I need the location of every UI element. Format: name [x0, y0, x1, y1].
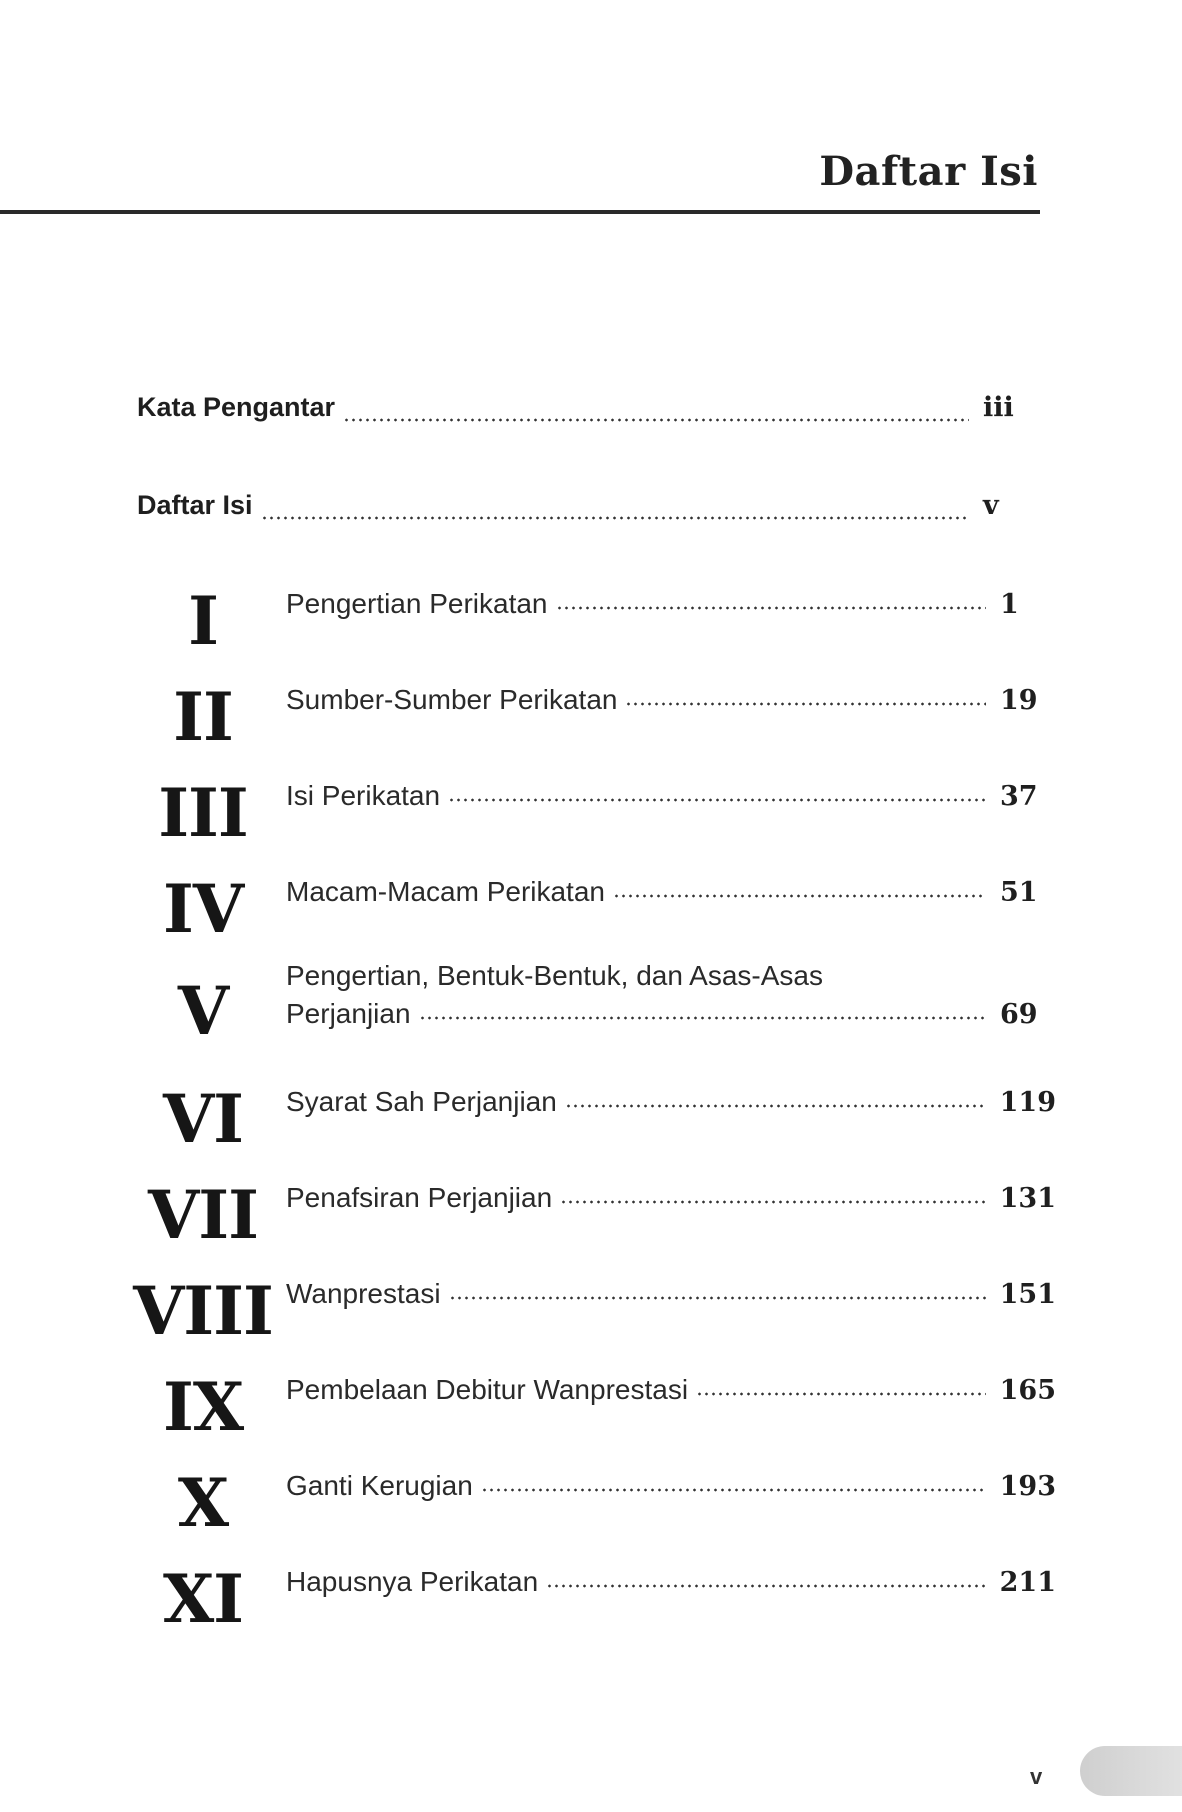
- chapter-numeral: VI: [162, 1080, 244, 1158]
- dot-leader: [565, 1103, 986, 1109]
- toc-chapter-page: 19: [1000, 685, 1038, 716]
- toc-chapter-5[interactable]: [0, 960, 1070, 1060]
- toc-chapter-9[interactable]: [0, 1364, 1070, 1444]
- toc-chapter-page: 51: [1000, 877, 1038, 908]
- toc-chapter-title: Wanprestasi: [286, 1278, 441, 1309]
- page-edge-tab: [1080, 1746, 1182, 1796]
- toc-chapter-page: 119: [999, 1087, 1056, 1118]
- toc-chapter-line: [286, 998, 1056, 1030]
- dot-leader: [449, 1295, 986, 1301]
- toc-chapter-4[interactable]: [0, 866, 1070, 946]
- toc-chapter-title: Pembelaan Debitur Wanprestasi: [286, 1374, 689, 1405]
- toc-chapter-title: Penafsiran Perjanjian: [286, 1182, 553, 1213]
- toc-chapter-line: [286, 1566, 1056, 1598]
- toc-entry-title: Kata Pengantar: [137, 392, 336, 422]
- toc-chapter-title: Hapusnya Perikatan: [286, 1566, 539, 1597]
- toc-chapter-title: Perjanjian: [286, 998, 411, 1029]
- toc-chapter-page: 193: [999, 1471, 1056, 1502]
- toc-chapter-page: 131: [999, 1183, 1056, 1214]
- toc-chapter-line: [286, 1278, 1056, 1310]
- toc-chapter-line: [286, 684, 1056, 716]
- toc-chapter-line: [286, 1470, 1056, 1502]
- toc-entry-page: iii: [983, 392, 1014, 423]
- toc-chapter-page: 1: [1000, 589, 1019, 620]
- chapter-numeral: II: [173, 678, 233, 756]
- chapter-numeral: X: [177, 1464, 229, 1542]
- chapter-numeral: I: [188, 582, 218, 660]
- chapter-numeral: XI: [162, 1560, 244, 1638]
- toc-chapter-line: [286, 1374, 1056, 1406]
- toc-chapter-line: [286, 876, 1056, 908]
- dot-leader: [613, 893, 986, 899]
- toc-chapter-8[interactable]: [0, 1268, 1070, 1348]
- toc-entry-page: v: [983, 490, 999, 521]
- toc-chapter-10[interactable]: [0, 1460, 1070, 1540]
- dot-leader: [546, 1583, 985, 1589]
- toc-chapter-line: [286, 1182, 1056, 1214]
- dot-leader: [343, 417, 969, 423]
- toc-chapter-title: Syarat Sah Perjanjian: [286, 1086, 557, 1117]
- page-number: v: [1030, 1764, 1043, 1789]
- chapter-numeral: III: [158, 774, 248, 852]
- toc-chapter-title: Isi Perikatan: [286, 780, 441, 811]
- dot-leader: [481, 1487, 986, 1493]
- toc-chapter-line: [286, 588, 1056, 620]
- dot-leader: [560, 1199, 985, 1205]
- dot-leader: [625, 701, 986, 707]
- toc-chapter-1[interactable]: [0, 578, 1070, 658]
- toc-chapter-11[interactable]: [0, 1556, 1070, 1636]
- chapter-numeral: IV: [162, 870, 244, 948]
- toc-chapter-page: 37: [1000, 781, 1038, 812]
- toc-chapter-title: Pengertian Perikatan: [286, 588, 548, 619]
- toc-chapter-7[interactable]: [0, 1172, 1070, 1252]
- toc-chapter-3[interactable]: [0, 770, 1070, 850]
- dot-leader: [261, 515, 969, 521]
- toc-chapter-title-line1: Pengertian, Bentuk-Bentuk, dan Asas-Asas: [286, 960, 823, 991]
- toc-chapter-page: 151: [999, 1279, 1056, 1310]
- dot-leader: [419, 1015, 986, 1021]
- title-rule: [0, 210, 1040, 214]
- chapter-numeral: V: [177, 972, 229, 1050]
- toc-chapter-title: Macam-Macam Perikatan: [286, 876, 605, 907]
- dot-leader: [556, 605, 986, 611]
- dot-leader: [696, 1391, 986, 1397]
- chapter-numeral: VII: [148, 1176, 258, 1254]
- toc-chapter-6[interactable]: [0, 1076, 1070, 1156]
- chapter-numeral: IX: [162, 1368, 244, 1446]
- toc-chapter-title: Ganti Kerugian: [286, 1470, 473, 1501]
- toc-entry-title: Daftar Isi: [137, 490, 253, 520]
- toc-chapter-2[interactable]: [0, 674, 1070, 754]
- page-title: Daftar Isi: [819, 148, 1038, 195]
- toc-chapter-page: 69: [1000, 999, 1038, 1030]
- dot-leader: [448, 797, 986, 803]
- toc-entry-daftar-isi[interactable]: [137, 490, 1039, 530]
- toc-chapter-line: [286, 780, 1056, 812]
- toc-chapter-page: 211: [999, 1567, 1056, 1598]
- chapter-numeral: VIII: [133, 1272, 273, 1350]
- toc-chapter-title: Sumber-Sumber Perikatan: [286, 684, 618, 715]
- toc-chapter-page: 165: [999, 1375, 1056, 1406]
- toc-entry-kata-pengantar[interactable]: [137, 392, 1039, 432]
- toc-chapter-line: [286, 1086, 1056, 1118]
